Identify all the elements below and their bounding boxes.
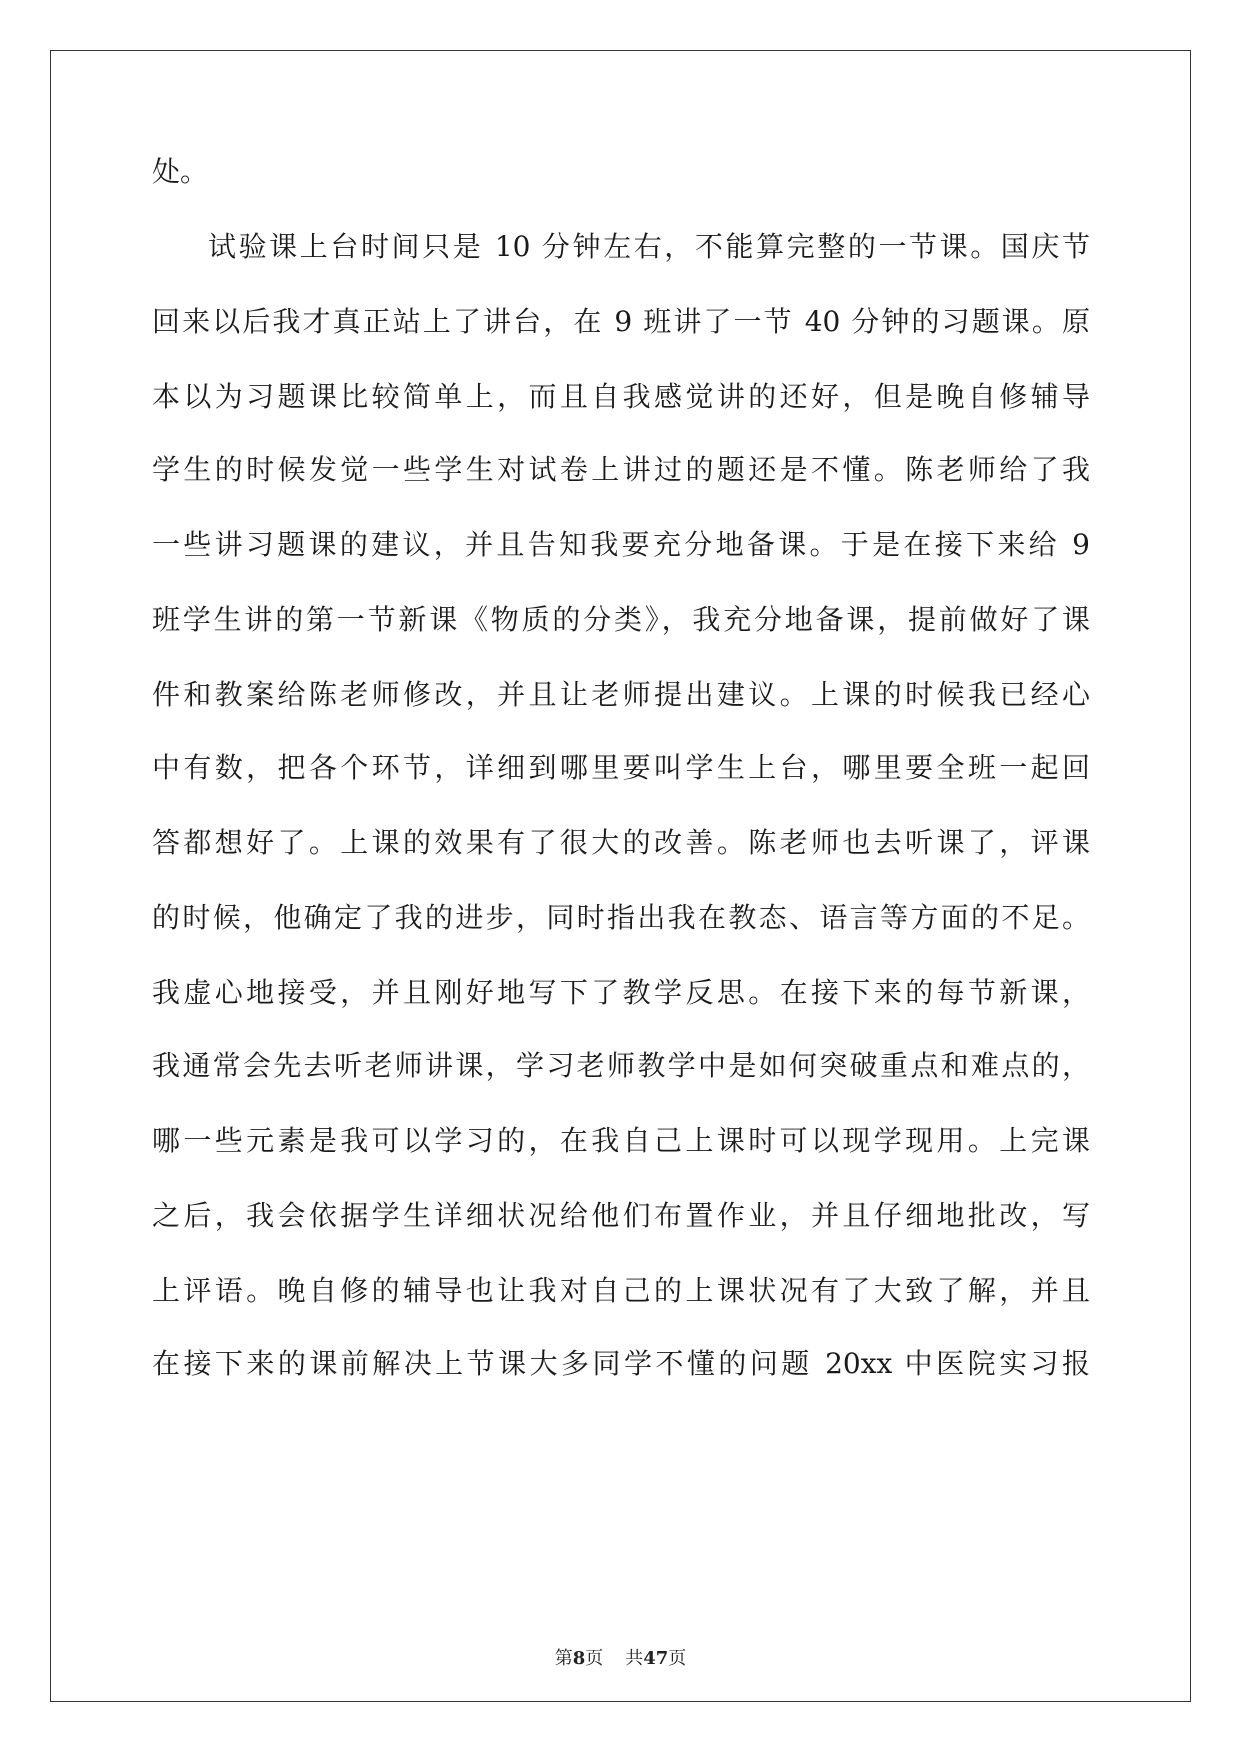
text-line: 班学生讲的第一节新课《物质的分类》，我充分地备课，提前做好了课: [152, 603, 1090, 636]
text-line: 在接下来的课前解决上节课大多同学不懂的问题 20xx 中医院实习报: [152, 1347, 1090, 1380]
text-line: 一些讲习题课的建议，并且告知我要充分地备课。于是在接下来给 9: [152, 528, 1090, 561]
page-prefix: 第: [554, 1648, 573, 1669]
text-line: 我虚心地接受，并且刚好地写下了教学反思。在接下来的每节新课，: [152, 976, 1090, 1009]
page-total: 47: [643, 1648, 669, 1669]
text-line: 上评语。晚自修的辅导也让我对自己的上课状况有了大致了解，并且: [152, 1274, 1090, 1307]
page-suffix: 页: [585, 1648, 604, 1669]
page-border: [50, 50, 1191, 1702]
text-line: 答都想好了。上课的效果有了很大的改善。陈老师也去听课了，评课: [152, 826, 1090, 859]
text-line: 回来以后我才真正站上了讲台，在 9 班讲了一节 40 分钟的习题课。原: [152, 305, 1090, 338]
text-line: 的时候，他确定了我的进步，同时指出我在教态、语言等方面的不足。: [152, 901, 1090, 934]
text-line: 件和教案给陈老师修改，并且让老师提出建议。上课的时候我已经心: [152, 678, 1090, 711]
total-suffix: 页: [668, 1648, 687, 1669]
text-line: 之后，我会依据学生详细状况给他们布置作业，并且仔细地批改，写: [152, 1199, 1090, 1232]
text-line: 处。: [152, 155, 209, 188]
page-number: 8: [572, 1648, 586, 1669]
text-line: 我通常会先去听老师讲课，学习老师教学中是如何突破重点和难点的，: [152, 1049, 1090, 1082]
text-line: 本以为习题课比较简单上，而且自我感觉讲的还好，但是晚自修辅导: [152, 380, 1090, 413]
page-footer: [0, 1647, 1241, 1671]
text-line: 哪一些元素是我可以学习的，在我自己上课时可以现学现用。上完课: [152, 1124, 1090, 1157]
total-prefix: 共: [625, 1648, 644, 1669]
text-line: 学生的时候发觉一些学生对试卷上讲过的题还是不懂。陈老师给了我: [152, 453, 1090, 486]
text-line: 试验课上台时间只是 10 分钟左右，不能算完整的一节课。国庆节: [208, 230, 1090, 263]
text-line: 中有数，把各个环节，详细到哪里要叫学生上台，哪里要全班一起回: [152, 751, 1090, 784]
